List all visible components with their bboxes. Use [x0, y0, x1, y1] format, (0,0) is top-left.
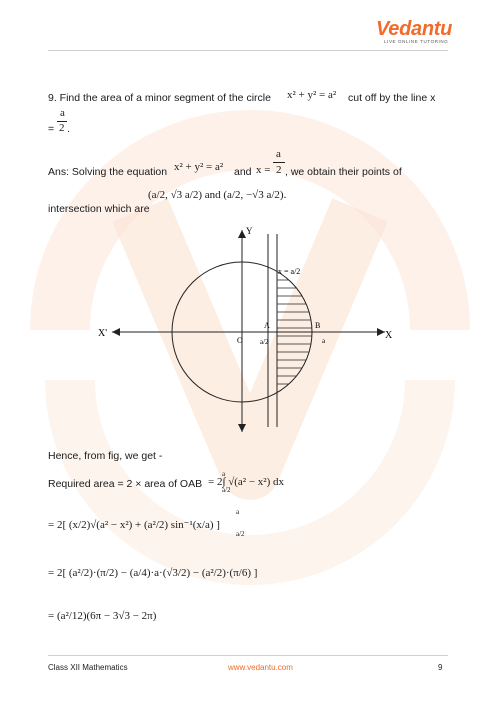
header-divider: [48, 50, 448, 51]
footer-class-label: Class XII Mathematics: [48, 663, 128, 672]
answer-and: and: [234, 166, 252, 178]
answer-text-1: Ans: Solving the equation: [48, 166, 168, 178]
x-prime-label: X': [98, 328, 108, 339]
solution-step-2: = 2[ (a²/2)·(π/2) − (a/4)·a·(√3/2) − (a²/2)·(π/6) ]: [48, 567, 258, 579]
intersection-points: (a/2, √3 a/2) and (a/2, −√3 a/2).: [148, 189, 287, 201]
step1-upper-limit: a: [236, 508, 240, 516]
brand-tagline: LIVE ONLINE TUTORING: [384, 39, 449, 44]
solution-step-1: = 2[ (x/2)√(a² − x²) + (a²/2) sin⁻¹(x/a) ]: [48, 519, 220, 531]
y-axis-label: Y: [246, 226, 253, 236]
answer-text-3: intersection which are: [48, 203, 150, 215]
x-axis-arrow-left: [112, 328, 120, 336]
answer-text-2: , we obtain their points of: [285, 166, 402, 178]
answer-x-eq: x =: [256, 164, 271, 176]
required-area-text: Required area = 2 × area of OAB: [48, 478, 203, 490]
point-b-label: B: [315, 321, 321, 330]
footer-divider: [48, 655, 448, 656]
question-text-2: cut off by the line x: [348, 92, 436, 104]
step1-lower-limit: a/2: [236, 530, 245, 538]
answer-half-bar: [273, 162, 285, 163]
a-half-label: a/2: [260, 338, 269, 346]
footer-website-link[interactable]: www.vedantu.com: [228, 663, 293, 672]
integral-upper-limit: a: [222, 470, 226, 478]
line-label: x = a/2: [278, 267, 301, 276]
answer-half-num: a: [276, 148, 281, 160]
solution-step-3: = (a²/12)(6π − 3√3 − 2π): [48, 610, 157, 622]
x-axis-label: X: [385, 330, 393, 341]
x-axis-arrow-right: [377, 328, 385, 336]
question-fraction-num: a: [60, 107, 65, 119]
question-text-1: 9. Find the area of a minor segment of the circle: [48, 92, 271, 104]
answer-circle-equation: x² + y² = a²: [174, 161, 224, 173]
y-axis-arrow-up: [238, 230, 246, 238]
brand-name: Vedantu: [376, 18, 453, 40]
footer-page-number: 9: [438, 663, 443, 672]
integral-lower-limit: a/2: [222, 486, 231, 494]
origin-label: O: [237, 336, 243, 345]
hence-text: Hence, from fig, we get -: [48, 450, 163, 462]
question-eq-prefix: =: [48, 123, 55, 135]
point-a-label: A: [264, 321, 270, 330]
vedantu-logo: [376, 18, 452, 44]
question-circle-equation: x² + y² = a²: [287, 89, 337, 101]
circle-segment-figure: [90, 222, 410, 437]
required-area-integral: = 2∫ √(a² − x²) dx: [208, 476, 285, 488]
a-tick-label: a: [322, 337, 326, 345]
question-eq-suffix: .: [67, 123, 70, 135]
answer-half-den: 2: [276, 164, 282, 176]
y-axis-arrow-down: [238, 424, 246, 432]
question-fraction-den: 2: [59, 122, 65, 134]
